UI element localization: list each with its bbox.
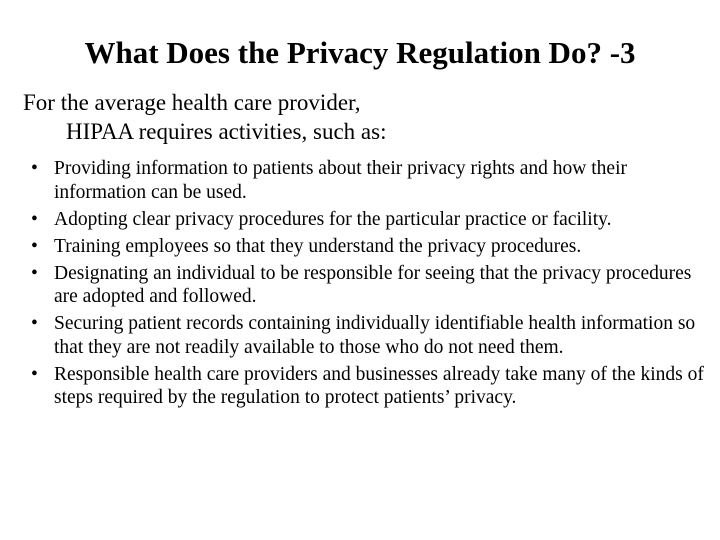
bullet-text: Adopting clear privacy procedures for the particular practice or facility. xyxy=(54,208,612,230)
bullet-item xyxy=(31,363,711,410)
bullet-dot: • xyxy=(31,158,38,179)
intro-text xyxy=(23,88,693,146)
bullet-dot: • xyxy=(31,313,38,334)
bullet-item xyxy=(31,312,711,359)
intro-line-2: HIPAA requires activities, such as: xyxy=(66,119,387,144)
bullet-text: Designating an individual to be responsible for seeing that the privacy procedures are adopted and followed. xyxy=(54,262,692,307)
intro-line-1: For the average health care provider, xyxy=(23,90,361,115)
bullet-item xyxy=(31,262,711,309)
bullet-text: Training employees so that they understand the privacy procedures. xyxy=(54,235,582,257)
bullet-dot: • xyxy=(31,363,38,385)
bullet-item xyxy=(31,208,711,232)
bullet-list xyxy=(31,157,711,413)
bullet-item xyxy=(31,157,711,204)
bullet-dot: • xyxy=(31,208,38,230)
bullet-item xyxy=(31,235,711,259)
bullet-text: Providing information to patients about their privacy rights and how their information can be used. xyxy=(54,158,627,203)
bullet-dot: • xyxy=(31,235,38,257)
bullet-dot: • xyxy=(31,262,38,284)
slide-title: What Does the Privacy Regulation Do? -3 xyxy=(84,35,636,70)
bullet-text: Responsible health care providers and businesses already take many of the kinds of steps required by the regulation to protect patients’ privacy. xyxy=(54,363,704,408)
bullet-text: Securing patient records containing individually identifiable health information so that they are not readily available to those who do not need them. xyxy=(54,313,696,358)
